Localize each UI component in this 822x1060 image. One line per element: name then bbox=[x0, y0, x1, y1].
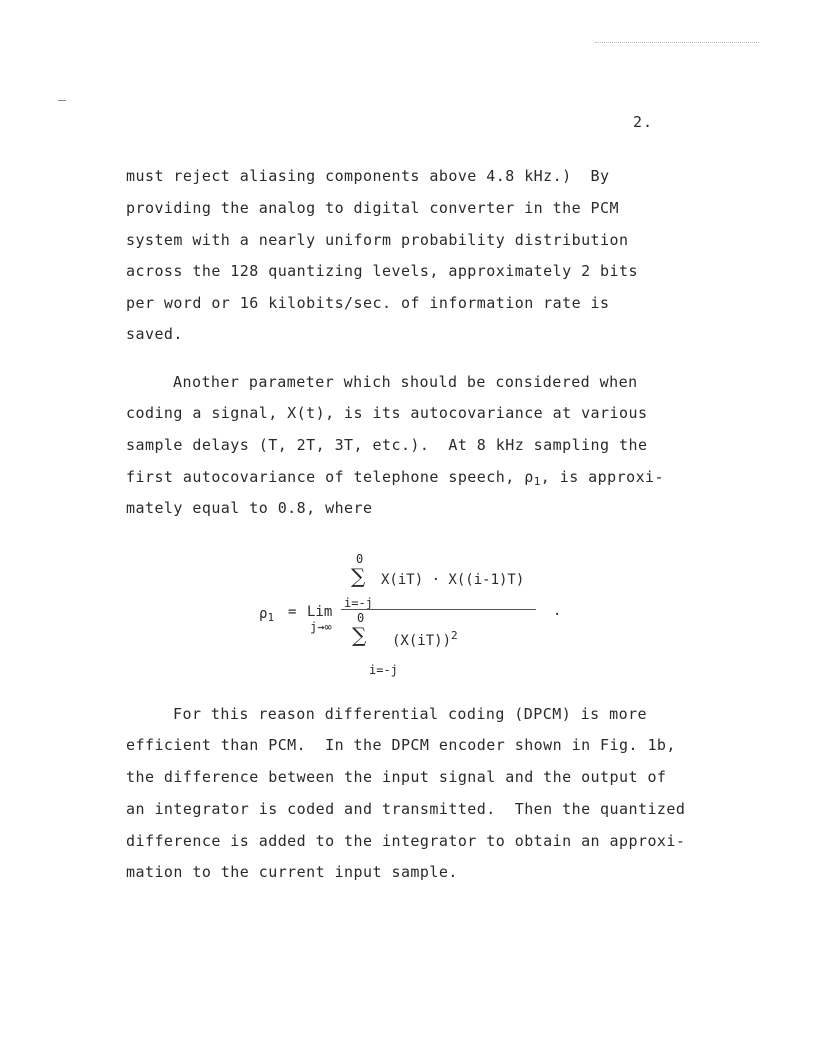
equation-period: . bbox=[553, 603, 562, 619]
lhs-rho-symbol: ρ bbox=[259, 606, 268, 622]
denominator-upper-limit: 0 bbox=[357, 611, 365, 625]
denominator-sigma: ∑ bbox=[352, 623, 367, 647]
paragraph-line: providing the analog to digital converter in the PCM bbox=[126, 199, 619, 217]
paragraph-line-text: first autocovariance of telephone speech, bbox=[126, 468, 525, 486]
lhs-rho bbox=[259, 606, 274, 623]
paragraph-line: mately equal to 0.8, where bbox=[126, 499, 373, 517]
paragraph-line: across the 128 quantizing levels, approximately 2 bits bbox=[126, 262, 638, 280]
scan-artifact-mark bbox=[58, 100, 66, 101]
page-number: 2. bbox=[633, 113, 654, 131]
numerator-lower-limit: i=-j bbox=[344, 596, 373, 610]
paragraph-line: saved. bbox=[126, 325, 183, 343]
paragraph-line-tail: , is approxi- bbox=[540, 468, 665, 486]
numerator-upper-limit: 0 bbox=[356, 552, 364, 566]
lhs-rho-subscript: 1 bbox=[267, 611, 275, 624]
denominator-lower-limit: i=-j bbox=[369, 663, 398, 677]
numerator-expression: X(iT) · X((i-1)T) bbox=[381, 572, 525, 588]
paragraph-line: Another parameter which should be considered when bbox=[173, 373, 638, 391]
scan-artifact-rule bbox=[595, 42, 759, 43]
lim-subscript: j→∞ bbox=[310, 620, 332, 634]
paragraph-line: the difference between the input signal and the output of bbox=[126, 768, 667, 786]
denominator-base: (X(iT)) bbox=[392, 633, 452, 649]
paragraph-line bbox=[126, 467, 664, 489]
paragraph-line: system with a nearly uniform probability distribution bbox=[126, 231, 629, 249]
paragraph-line: an integrator is coded and transmitted. Then the quantized bbox=[126, 800, 686, 818]
denominator-expression bbox=[392, 629, 458, 650]
numerator-sigma: ∑ bbox=[351, 564, 366, 588]
fraction-bar bbox=[341, 609, 536, 610]
paragraph-line: mation to the current input sample. bbox=[126, 863, 458, 881]
paragraph-line: coding a signal, X(t), is its autocovariance at various bbox=[126, 404, 648, 422]
paragraph-line: For this reason differential coding (DPCM) is more bbox=[173, 705, 648, 723]
paragraph-line: sample delays (T, 2T, 3T, etc.). At 8 kHz sampling the bbox=[126, 436, 648, 454]
equals-sign: = bbox=[288, 604, 297, 620]
paragraph-line: per word or 16 kilobits/sec. of information rate is bbox=[126, 294, 610, 312]
paragraph-line: efficient than PCM. In the DPCM encoder shown in Fig. 1b, bbox=[126, 736, 676, 754]
lim-operator: Lim bbox=[307, 604, 333, 620]
denominator-exponent: 2 bbox=[451, 629, 458, 642]
paragraph-line: must reject aliasing components above 4.8 kHz.) By bbox=[126, 167, 610, 185]
rho-subscript: 1 bbox=[533, 475, 541, 488]
rho-symbol: ρ bbox=[524, 468, 534, 486]
paragraph-line: difference is added to the integrator to obtain an approxi- bbox=[126, 832, 686, 850]
